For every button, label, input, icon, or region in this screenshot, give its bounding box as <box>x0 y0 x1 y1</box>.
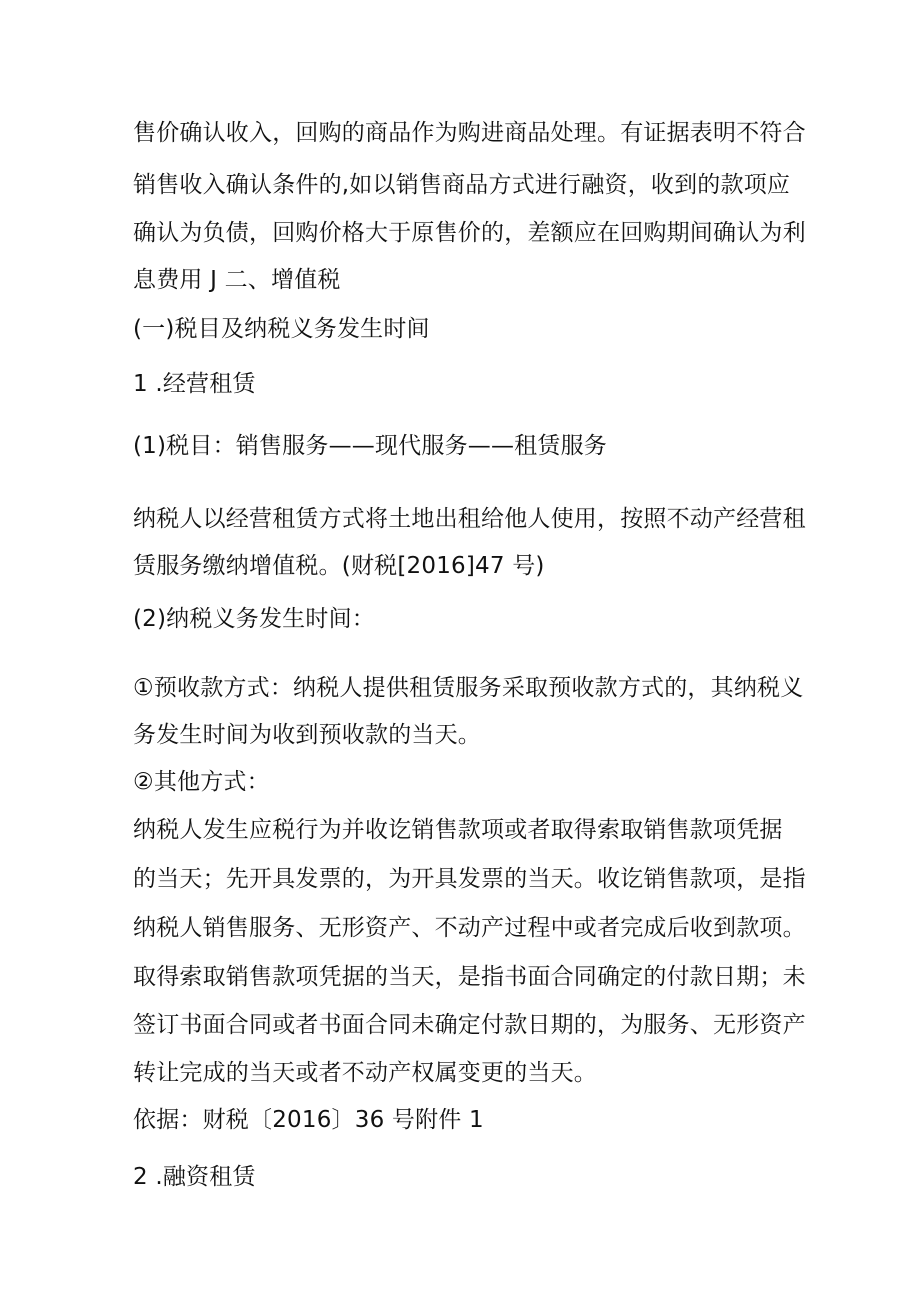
text-line: 的当天；先开具发票的，为开具发票的当天。收讫销售款项，是指 <box>133 866 806 892</box>
text-line: 取得索取销售款项凭据的当天，是指书面合同确定的付款日期；未 <box>133 964 806 990</box>
text-line: 务发生时间为收到预收款的当天。 <box>133 722 481 748</box>
text-line: 纳税人销售服务、无形资产、不动产过程中或者完成后收到款项。 <box>133 915 806 941</box>
text-line: (1)税目：销售服务——现代服务——租赁服务 <box>133 433 607 459</box>
text-line: ①预收款方式：纳税人提供租赁服务采取预收款方式的，其纳税义 <box>133 675 804 701</box>
subsection-heading: 2 .融资租赁 <box>133 1164 256 1190</box>
text-line: ②其他方式： <box>133 769 270 795</box>
text-line: 纳税人发生应税行为并收讫销售款项或者取得索取销售款项凭据 <box>133 817 783 843</box>
text-line: (2)纳税义务发生时间： <box>133 606 375 632</box>
text-line: 纳税人以经营租赁方式将土地出租给他人使用，按照不动产经营租 <box>133 506 806 532</box>
text-line: 销售收入确认条件的,如以销售商品方式进行融资，收到的款项应 <box>133 172 791 198</box>
text-line: 息费用 J 二、增值税 <box>133 267 341 293</box>
text-line: 转让完成的当天或者不动产权属变更的当天。 <box>133 1060 597 1086</box>
text-line: 确认为负债，回购价格大于原售价的，差额应在回购期间确认为利 <box>133 220 806 246</box>
text-line: 依据：财税〔2016〕36 号附件 1 <box>133 1107 484 1133</box>
text-line: 签订书面合同或者书面合同未确定付款日期的，为服务、无形资产 <box>133 1012 806 1038</box>
text-line: 赁服务缴纳增值税。(财税[2016]47 号) <box>133 553 545 579</box>
text-line: 售价确认收入，回购的商品作为购进商品处理。有证据表明不符合 <box>133 120 806 146</box>
section-heading: (一)税目及纳税义务发生时间 <box>133 316 430 342</box>
subsection-heading: 1 .经营租赁 <box>133 371 256 397</box>
